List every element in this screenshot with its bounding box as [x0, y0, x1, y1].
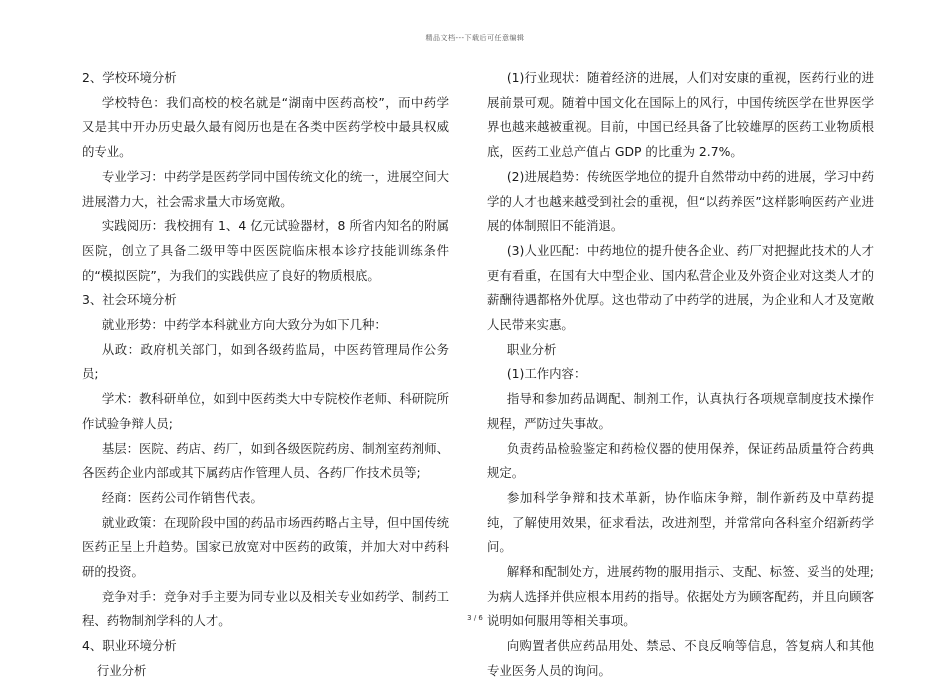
paragraph-major-study: 专业学习：中药学是医药学同中国传统文化的统一，进展空间大进展潜力大，社会需求量大市场宽敞。 [82, 168, 449, 209]
paragraph-competitors: 竞争对手：竞争对手主要为同专业以及相关专业如药学、制药工程、药物制剂学科的人才。 [82, 588, 449, 629]
paragraph-government: 从政：政府机关部门，如到各级药监局，中医药管理局作公务员; [82, 341, 449, 382]
right-column [487, 66, 874, 684]
paragraph-employment: 就业形势：中药学本科就业方向大致分为如下几种： [101, 317, 387, 333]
paragraph-duty-information: 向购置者供应药品用处、禁忌、不良反响等信息，答复病人和其他专业医务人员的询问。 [487, 638, 874, 678]
paragraph-practice: 实践阅历：我校拥有 1、4 亿元试验器材，8 所省内知名的附属医院，创立了具备二级甲等中医医院临床根本诊疗技能训练条件的“模拟医院”，为我们的实践供应了良好的物质根底。 [82, 218, 449, 283]
paragraph-duty-dispensing: 指导和参加药品调配、制剂工作，认真执行各项规章制度技术操作规程，严防过失事故。 [487, 391, 874, 431]
paragraph-trend: (2)进展趋势：传统医学地位的提升自然带动中药的进展，学习中药学的人才也越来越受到社会的重视，但“以药养医”这样影响医药产业进展的体制照旧不能消退。 [487, 168, 874, 234]
paragraph-school-feature: 学校特色：我们高校的校名就是“湖南中医药高校”，而中药学又是其中开办历史最久最有阅历也是在各类中医药学校中最具权威的专业。 [82, 94, 449, 160]
subheading-career-analysis: 职业分析 [506, 341, 557, 357]
subheading-industry: 行业分析 [96, 662, 147, 678]
paragraph-industry-status: (1)行业现状：随着经济的进展，人们对安康的重视，医药行业的进展前景可观。随着中国文化在国际上的风行，中国传统医学在世界医学界也越来越被重视。目前，中国已经具备了比较雄厚的医药工业物质根底，医药工业总产值占 GDP 的比重为 2.7%。 [487, 70, 874, 160]
page-header: 精品文档---下载后可任意编辑 [425, 34, 525, 42]
paragraph-duty-research: 参加科学争辩和技术革新，协作临床争辩，制作新药及中草药提纯，了解使用效果，征求看法，改进剂型，并常常向各科室介绍新药学问。 [487, 489, 874, 555]
section-heading-society: 3、社会环境分析 [82, 292, 177, 308]
paragraph-academic: 学术：教科研单位，如到中医药类大中专院校作老师、科研院所作试验争辩人员; [82, 391, 449, 431]
section-heading-school: 2、学校环境分析 [82, 70, 177, 85]
paragraph-duty-prescription: 解释和配制处方，进展药物的服用指示、支配、标签、妥当的处理;为病人选择并供应根本用药的指导。依据处方为顾客配药，并且向顾客说明如何服用等相关事项。 [487, 564, 874, 629]
subheading-work-content: (1)工作内容： [506, 366, 587, 382]
paragraph-business: 经商：医药公司作销售代表。 [101, 489, 263, 505]
section-heading-career: 4、职业环境分析 [82, 638, 177, 654]
paragraph-duty-inspection: 负责药品检验鉴定和药检仪器的使用保养，保证药品质量符合药典规定。 [487, 440, 874, 481]
page-number: 3 / 6 [467, 614, 483, 622]
paragraph-policy: 就业政策：在现阶段中国的药品市场西药略占主导，但中国传统医药正呈上升趋势。国家已放宽对中医药的政策，并加大对中药科研的投资。 [82, 514, 449, 580]
paragraph-match: (3)人业匹配：中药地位的提升使各企业、药厂对把握此技术的人才更有看重，在国有大中型企业、国内私营企业及外资企业对这类人才的薪酬待遇都格外优厚。这也带动了中药学的进展，为企业和人才及宽敞人民带来实惠。 [487, 242, 874, 333]
paragraph-grassroots: 基层：医院、药店、药厂，如到各级医院药房、制剂室药剂师、各医药企业内部或其下属药店作管理人员、各药厂作技术员等; [82, 440, 449, 481]
left-column [82, 66, 449, 684]
